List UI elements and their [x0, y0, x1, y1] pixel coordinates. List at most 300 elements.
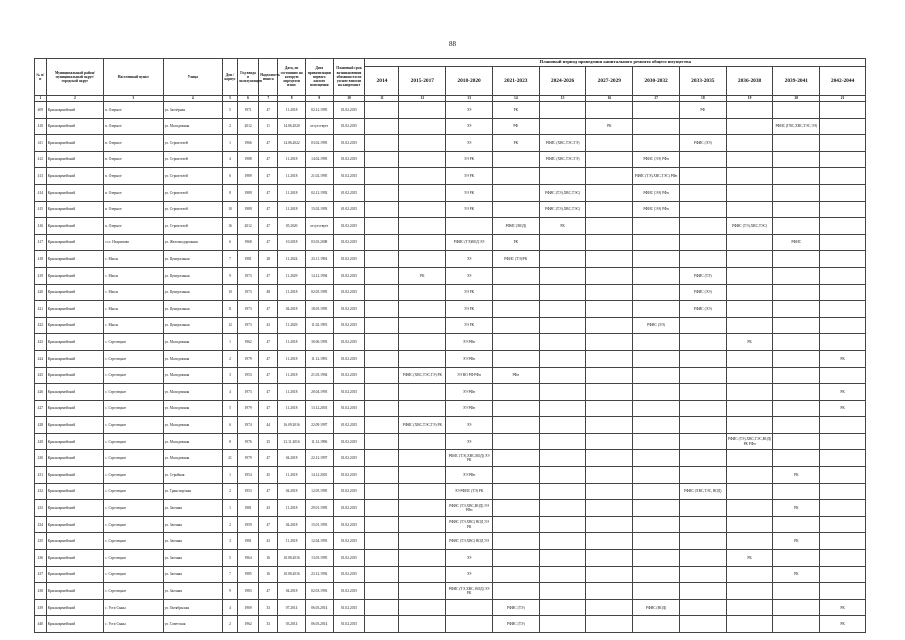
- period-cell: РФИС (ТЭ),ХВС,ТЭС,ВОД) РК РФп: [726, 433, 773, 450]
- period-cell: [773, 384, 820, 401]
- period-cell: [773, 201, 820, 218]
- date-condition-cell: 04.2018: [278, 483, 306, 500]
- period-cell: [539, 118, 586, 135]
- column-number: 6: [237, 96, 258, 102]
- period-cell: [492, 500, 539, 517]
- settlement-cell: п. Озерное: [104, 168, 164, 185]
- date-condition-cell: 10.08.2016: [278, 550, 306, 567]
- period-cell: РФИС (ХВС,ТЭС,ТЭ): [539, 135, 586, 152]
- date-obligation-cell: 01.02.2015: [333, 334, 365, 351]
- col-house-header: Дом / корпус: [223, 59, 238, 96]
- period-cell: РК: [586, 118, 633, 135]
- house-cell: 11: [223, 301, 238, 318]
- period-cell: [679, 317, 726, 334]
- street-cell: ул. Заозёрная: [163, 102, 223, 119]
- period-cell: РК: [820, 384, 866, 401]
- table-row: [35, 616, 866, 633]
- period-cell: [492, 317, 539, 334]
- year-cell: 1966: [237, 135, 258, 152]
- period-cell: ЭЭ: [446, 267, 493, 284]
- period-cell: [399, 218, 446, 235]
- date-obligation-cell: 01.02.2015: [333, 267, 365, 284]
- period-cell: [365, 102, 399, 119]
- period-cell: [773, 102, 820, 119]
- period-cell: [539, 334, 586, 351]
- wear-cell: 47: [259, 367, 278, 384]
- table-row: [35, 417, 866, 434]
- date-priv-cell: 12.04.1993: [305, 533, 333, 550]
- date-priv-cell: 15.02.1993: [305, 201, 333, 218]
- period-cell: [773, 218, 820, 235]
- municipality-cell: Красноармейский: [46, 583, 103, 600]
- period-cell: [726, 168, 773, 185]
- period-cell: [586, 350, 633, 367]
- col-settlement-header: Населенный пункт: [104, 59, 164, 96]
- period-cell: [633, 433, 680, 450]
- row-number: 429: [35, 433, 47, 450]
- period-cell: [726, 417, 773, 434]
- column-number: 11: [365, 96, 399, 102]
- year-cell: 1962: [237, 616, 258, 633]
- period-cell: [633, 367, 680, 384]
- period-cell: [399, 135, 446, 152]
- table-row: [35, 168, 866, 185]
- period-cell: [633, 500, 680, 517]
- settlement-cell: с. Стрелецкое: [104, 400, 164, 417]
- period-cell: [633, 616, 680, 633]
- date-priv-cell: 21.02.1995: [305, 168, 333, 185]
- date-obligation-cell: 01.02.2015: [333, 599, 365, 616]
- period-cell: [633, 583, 680, 600]
- period-cell: РФИС (ТЭ): [492, 599, 539, 616]
- period-cell: РФИС (ВОД): [492, 218, 539, 235]
- settlement-cell: с. Стрелецкое: [104, 566, 164, 583]
- column-number: 9: [305, 96, 333, 102]
- date-priv-cell: 20.04.1993: [305, 384, 333, 401]
- date-priv-cell: 03.02.1995: [305, 135, 333, 152]
- table-row: [35, 550, 866, 567]
- municipality-cell: Красноармейский: [46, 317, 103, 334]
- period-cell: РФИС (ТЭ),ХВС,ТЭС): [539, 201, 586, 218]
- period-cell: [820, 151, 866, 168]
- municipality-cell: Красноармейский: [46, 450, 103, 467]
- row-number: 414: [35, 184, 47, 201]
- period-cell: [539, 234, 586, 251]
- col-street-header: Улица: [163, 59, 223, 96]
- period-cell: [679, 201, 726, 218]
- street-cell: ул. Советская: [163, 616, 223, 633]
- wear-cell: 47: [259, 301, 278, 318]
- settlement-cell: п. Озерное: [104, 102, 164, 119]
- date-obligation-cell: 01.02.2015: [333, 251, 365, 268]
- period-cell: [492, 284, 539, 301]
- period-cell: РФИС (ТЭ),ХВС,ТЭС): [726, 218, 773, 235]
- date-priv-cell: 18.05.1995: [305, 301, 333, 318]
- period-cell: [679, 467, 726, 484]
- wear-cell: 11: [259, 118, 278, 135]
- house-cell: 6: [223, 168, 238, 185]
- period-cell: [365, 350, 399, 367]
- period-header: 2039-2041: [773, 67, 820, 96]
- wear-cell: 45: [259, 467, 278, 484]
- period-cell: [586, 450, 633, 467]
- period-cell: [492, 433, 539, 450]
- period-cell: ЭЭ РК: [446, 301, 493, 318]
- period-cell: [365, 483, 399, 500]
- period-cell: [679, 533, 726, 550]
- year-cell: 1989: [237, 184, 258, 201]
- row-number: 436: [35, 550, 47, 567]
- street-cell: ул. Железнодорожная: [163, 234, 223, 251]
- settlement-cell: с. Стрелецкое: [104, 384, 164, 401]
- municipality-cell: Красноармейский: [46, 168, 103, 185]
- period-header: 2014: [365, 67, 399, 96]
- house-cell: 2: [223, 350, 238, 367]
- year-cell: 1981: [237, 500, 258, 517]
- period-cell: [679, 450, 726, 467]
- table-body: [35, 102, 866, 633]
- period-cell: [539, 583, 586, 600]
- page-number: 88: [449, 40, 456, 48]
- period-cell: [633, 417, 680, 434]
- street-cell: ул. Центральная: [163, 284, 223, 301]
- street-cell: ул. Заочная: [163, 566, 223, 583]
- year-cell: 1968: [237, 234, 258, 251]
- year-cell: 1979: [237, 400, 258, 417]
- period-cell: [539, 616, 586, 633]
- period-cell: [726, 184, 773, 201]
- period-cell: РФИС (ЭЭ): [679, 135, 726, 152]
- year-cell: 1973: [237, 384, 258, 401]
- municipality-cell: Красноармейский: [46, 118, 103, 135]
- date-priv-cell: 23.12.1992: [305, 566, 333, 583]
- table-row: [35, 184, 866, 201]
- period-cell: [539, 417, 586, 434]
- period-cell: [726, 533, 773, 550]
- period-cell: [586, 102, 633, 119]
- period-cell: [726, 284, 773, 301]
- period-cell: [365, 583, 399, 600]
- period-cell: РФИС (ЭЭ) РФп: [633, 201, 680, 218]
- table-row: [35, 201, 866, 218]
- period-cell: [633, 467, 680, 484]
- house-cell: 6: [223, 234, 238, 251]
- period-cell: [399, 102, 446, 119]
- house-cell: 9: [223, 583, 238, 600]
- date-condition-cell: 05.2020: [278, 218, 306, 235]
- date-priv-cell: 11.02.1993: [305, 317, 333, 334]
- period-cell: [539, 168, 586, 185]
- period-cell: [399, 516, 446, 533]
- date-obligation-cell: 01.02.2015: [333, 367, 365, 384]
- period-cell: [539, 350, 586, 367]
- municipality-cell: Красноармейский: [46, 102, 103, 119]
- period-cell: [365, 616, 399, 633]
- settlement-cell: п. Озерное: [104, 201, 164, 218]
- house-cell: 1: [223, 135, 238, 152]
- table-row: [35, 433, 866, 450]
- wear-cell: 47: [259, 184, 278, 201]
- period-cell: [365, 301, 399, 318]
- date-obligation-cell: 01.02.2015: [333, 201, 365, 218]
- date-priv-cell: 14.12.1994: [305, 267, 333, 284]
- period-cell: [586, 317, 633, 334]
- municipality-cell: Красноармейский: [46, 334, 103, 351]
- period-cell: [539, 533, 586, 550]
- municipality-cell: Красноармейский: [46, 234, 103, 251]
- date-priv-cell: 11.12.1993: [305, 350, 333, 367]
- date-condition-cell: 03.2014: [278, 616, 306, 633]
- table-row: [35, 566, 866, 583]
- municipality-cell: Красноармейский: [46, 467, 103, 484]
- period-cell: [820, 301, 866, 318]
- house-cell: 1: [223, 334, 238, 351]
- period-cell: [726, 483, 773, 500]
- column-number: 1: [35, 96, 47, 102]
- house-cell: 5: [223, 102, 238, 119]
- period-cell: ЭЭ РФп: [446, 350, 493, 367]
- period-cell: [773, 168, 820, 185]
- period-cell: [820, 184, 866, 201]
- period-cell: [586, 400, 633, 417]
- date-condition-cell: 11.2018: [278, 168, 306, 185]
- period-cell: [365, 384, 399, 401]
- table-row: [35, 483, 866, 500]
- period-cell: [679, 583, 726, 600]
- wear-cell: 43: [259, 500, 278, 517]
- municipality-cell: Красноармейский: [46, 384, 103, 401]
- period-cell: [820, 201, 866, 218]
- period-cell: [399, 433, 446, 450]
- date-condition-cell: 11.2018: [278, 533, 306, 550]
- column-number: 17: [633, 96, 680, 102]
- period-cell: [773, 367, 820, 384]
- street-cell: ул. Строителей: [163, 151, 223, 168]
- municipality-cell: Красноармейский: [46, 151, 103, 168]
- period-cell: ЭЭ РК: [446, 284, 493, 301]
- period-header: 2021-2023: [492, 67, 539, 96]
- period-cell: [679, 550, 726, 567]
- period-cell: [539, 566, 586, 583]
- period-cell: [365, 450, 399, 467]
- date-obligation-cell: 01.02.2015: [333, 400, 365, 417]
- street-cell: ул. Стройная: [163, 467, 223, 484]
- period-cell: [633, 533, 680, 550]
- period-cell: [726, 317, 773, 334]
- period-cell: [539, 500, 586, 517]
- settlement-cell: п. Озерное: [104, 184, 164, 201]
- period-cell: [539, 516, 586, 533]
- street-cell: ул. Строителей: [163, 168, 223, 185]
- row-number: 424: [35, 350, 47, 367]
- period-cell: ЭЭ РФп: [446, 384, 493, 401]
- period-header: 2018-2020: [446, 67, 493, 96]
- row-number: 440: [35, 616, 47, 633]
- period-cell: [773, 251, 820, 268]
- settlement-cell: п. Озерное: [104, 151, 164, 168]
- date-priv-cell: 22.09.1997: [305, 417, 333, 434]
- period-cell: РФИС (ХВС,ТЭС,ТЭ) РК: [399, 417, 446, 434]
- period-cell: [726, 135, 773, 152]
- period-cell: [773, 151, 820, 168]
- settlement-cell: с. Стрелецкое: [104, 417, 164, 434]
- date-priv-cell: 03.03.2008: [305, 234, 333, 251]
- period-cell: [365, 566, 399, 583]
- wear-cell: 47: [259, 400, 278, 417]
- period-cell: [679, 334, 726, 351]
- period-cell: [399, 450, 446, 467]
- row-number: 432: [35, 483, 47, 500]
- period-cell: [773, 417, 820, 434]
- period-cell: [633, 218, 680, 235]
- period-cell: [365, 334, 399, 351]
- period-cell: ЭЭ: [446, 102, 493, 119]
- wear-cell: 47: [259, 450, 278, 467]
- period-cell: [633, 251, 680, 268]
- date-condition-cell: 11.2018: [278, 500, 306, 517]
- street-cell: ул. Молодежная: [163, 400, 223, 417]
- period-cell: [399, 251, 446, 268]
- period-cell: [633, 350, 680, 367]
- period-cell: [586, 251, 633, 268]
- period-cell: [586, 135, 633, 152]
- period-header: 2042-2044: [820, 67, 866, 96]
- period-cell: РК: [820, 599, 866, 616]
- row-number: 425: [35, 367, 47, 384]
- period-cell: [679, 118, 726, 135]
- period-cell: [492, 583, 539, 600]
- period-cell: [365, 218, 399, 235]
- period-cell: [773, 334, 820, 351]
- period-cell: [399, 533, 446, 550]
- date-obligation-cell: 01.02.2015: [333, 500, 365, 517]
- period-cell: РК: [726, 550, 773, 567]
- period-cell: [679, 384, 726, 401]
- period-cell: [399, 467, 446, 484]
- period-cell: РФИС (ТЭ)ВОД ЭЭ: [446, 234, 493, 251]
- period-cell: [365, 234, 399, 251]
- wear-cell: 47: [259, 135, 278, 152]
- column-number: 15: [539, 96, 586, 102]
- period-cell: [365, 151, 399, 168]
- period-cell: [365, 516, 399, 533]
- date-obligation-cell: 01.02.2015: [333, 168, 365, 185]
- period-cell: [679, 168, 726, 185]
- period-cell: [726, 151, 773, 168]
- col-num-header: № п/п: [35, 59, 47, 96]
- period-cell: [726, 467, 773, 484]
- period-cell: [586, 334, 633, 351]
- settlement-cell: с.ст. Нахрипово: [104, 234, 164, 251]
- house-cell: 10: [223, 284, 238, 301]
- period-cell: [820, 583, 866, 600]
- date-priv-cell: отсутствует: [305, 118, 333, 135]
- street-cell: ул. Заочная: [163, 500, 223, 517]
- street-cell: ул. Молодежная: [163, 118, 223, 135]
- date-condition-cell: 14.06.2022: [278, 135, 306, 152]
- row-number: 416: [35, 218, 47, 235]
- row-number: 427: [35, 400, 47, 417]
- wear-cell: 47: [259, 334, 278, 351]
- row-number: 411: [35, 135, 47, 152]
- house-cell: 4: [223, 384, 238, 401]
- house-cell: 2: [223, 118, 238, 135]
- col-date-condition-header: Дата, по состоянию на которую определен износ: [278, 59, 306, 96]
- period-cell: [726, 301, 773, 318]
- period-cell: РФИС (ГВС,ХВС,ТЭС,ЭЭ): [773, 118, 820, 135]
- wear-cell: 28: [259, 251, 278, 268]
- period-cell: [633, 301, 680, 318]
- street-cell: ул. Центральная: [163, 251, 223, 268]
- period-cell: РК: [773, 500, 820, 517]
- settlement-cell: с. Стрелецкое: [104, 533, 164, 550]
- period-cell: [773, 317, 820, 334]
- period-cell: РФИС (ЭЭ) РФп: [633, 184, 680, 201]
- settlement-cell: с. Стрелецкое: [104, 516, 164, 533]
- year-cell: 1959: [237, 516, 258, 533]
- period-cell: [820, 433, 866, 450]
- house-cell: 4: [223, 151, 238, 168]
- period-cell: [365, 599, 399, 616]
- period-cell: [399, 583, 446, 600]
- period-cell: [773, 301, 820, 318]
- period-header: 2015-2017: [399, 67, 446, 96]
- date-priv-cell: 13.12.2001: [305, 400, 333, 417]
- period-cell: [820, 467, 866, 484]
- year-cell: 1979: [237, 450, 258, 467]
- year-cell: 1973: [237, 284, 258, 301]
- period-cell: [539, 267, 586, 284]
- settlement-cell: с. Усть-Сыны: [104, 599, 164, 616]
- date-priv-cell: 30.06.1993: [305, 334, 333, 351]
- period-cell: [539, 317, 586, 334]
- date-obligation-cell: 01.02.2015: [333, 516, 365, 533]
- period-cell: [820, 102, 866, 119]
- period-cell: [492, 516, 539, 533]
- period-cell: ЭЭ: [446, 566, 493, 583]
- wear-cell: 33: [259, 616, 278, 633]
- date-obligation-cell: 01.02.2015: [333, 102, 365, 119]
- col-year-header: Год ввода в эксплуатацию: [237, 59, 258, 96]
- period-cell: [399, 550, 446, 567]
- period-cell: [399, 317, 446, 334]
- period-cell: РК: [773, 467, 820, 484]
- house-cell: 9: [223, 267, 238, 284]
- table-row: [35, 317, 866, 334]
- street-cell: ул. Центральная: [163, 267, 223, 284]
- period-cell: [586, 151, 633, 168]
- period-cell: РФИС (ТЭ),ХВС,ТЭС) РФп: [633, 168, 680, 185]
- date-condition-cell: 11.2018: [278, 102, 306, 119]
- period-cell: РФИС (ТЭ,ХВС,ВОД) ЭЭ РФп: [446, 500, 493, 517]
- street-cell: ул. Транспортная: [163, 483, 223, 500]
- period-cell: [399, 566, 446, 583]
- street-cell: ул. Строителей: [163, 218, 223, 235]
- period-cell: [539, 251, 586, 268]
- period-cell: [492, 450, 539, 467]
- date-obligation-cell: 01.02.2015: [333, 184, 365, 201]
- street-cell: ул. Молодежная: [163, 384, 223, 401]
- table-row: [35, 301, 866, 318]
- period-cell: [365, 417, 399, 434]
- date-priv-cell: 02.03.1993: [305, 583, 333, 600]
- municipality-cell: Красноармейский: [46, 533, 103, 550]
- house-cell: 8: [223, 184, 238, 201]
- period-cell: ЭЭ РК: [446, 184, 493, 201]
- table-row: [35, 467, 866, 484]
- row-number: 409: [35, 102, 47, 119]
- period-cell: [365, 433, 399, 450]
